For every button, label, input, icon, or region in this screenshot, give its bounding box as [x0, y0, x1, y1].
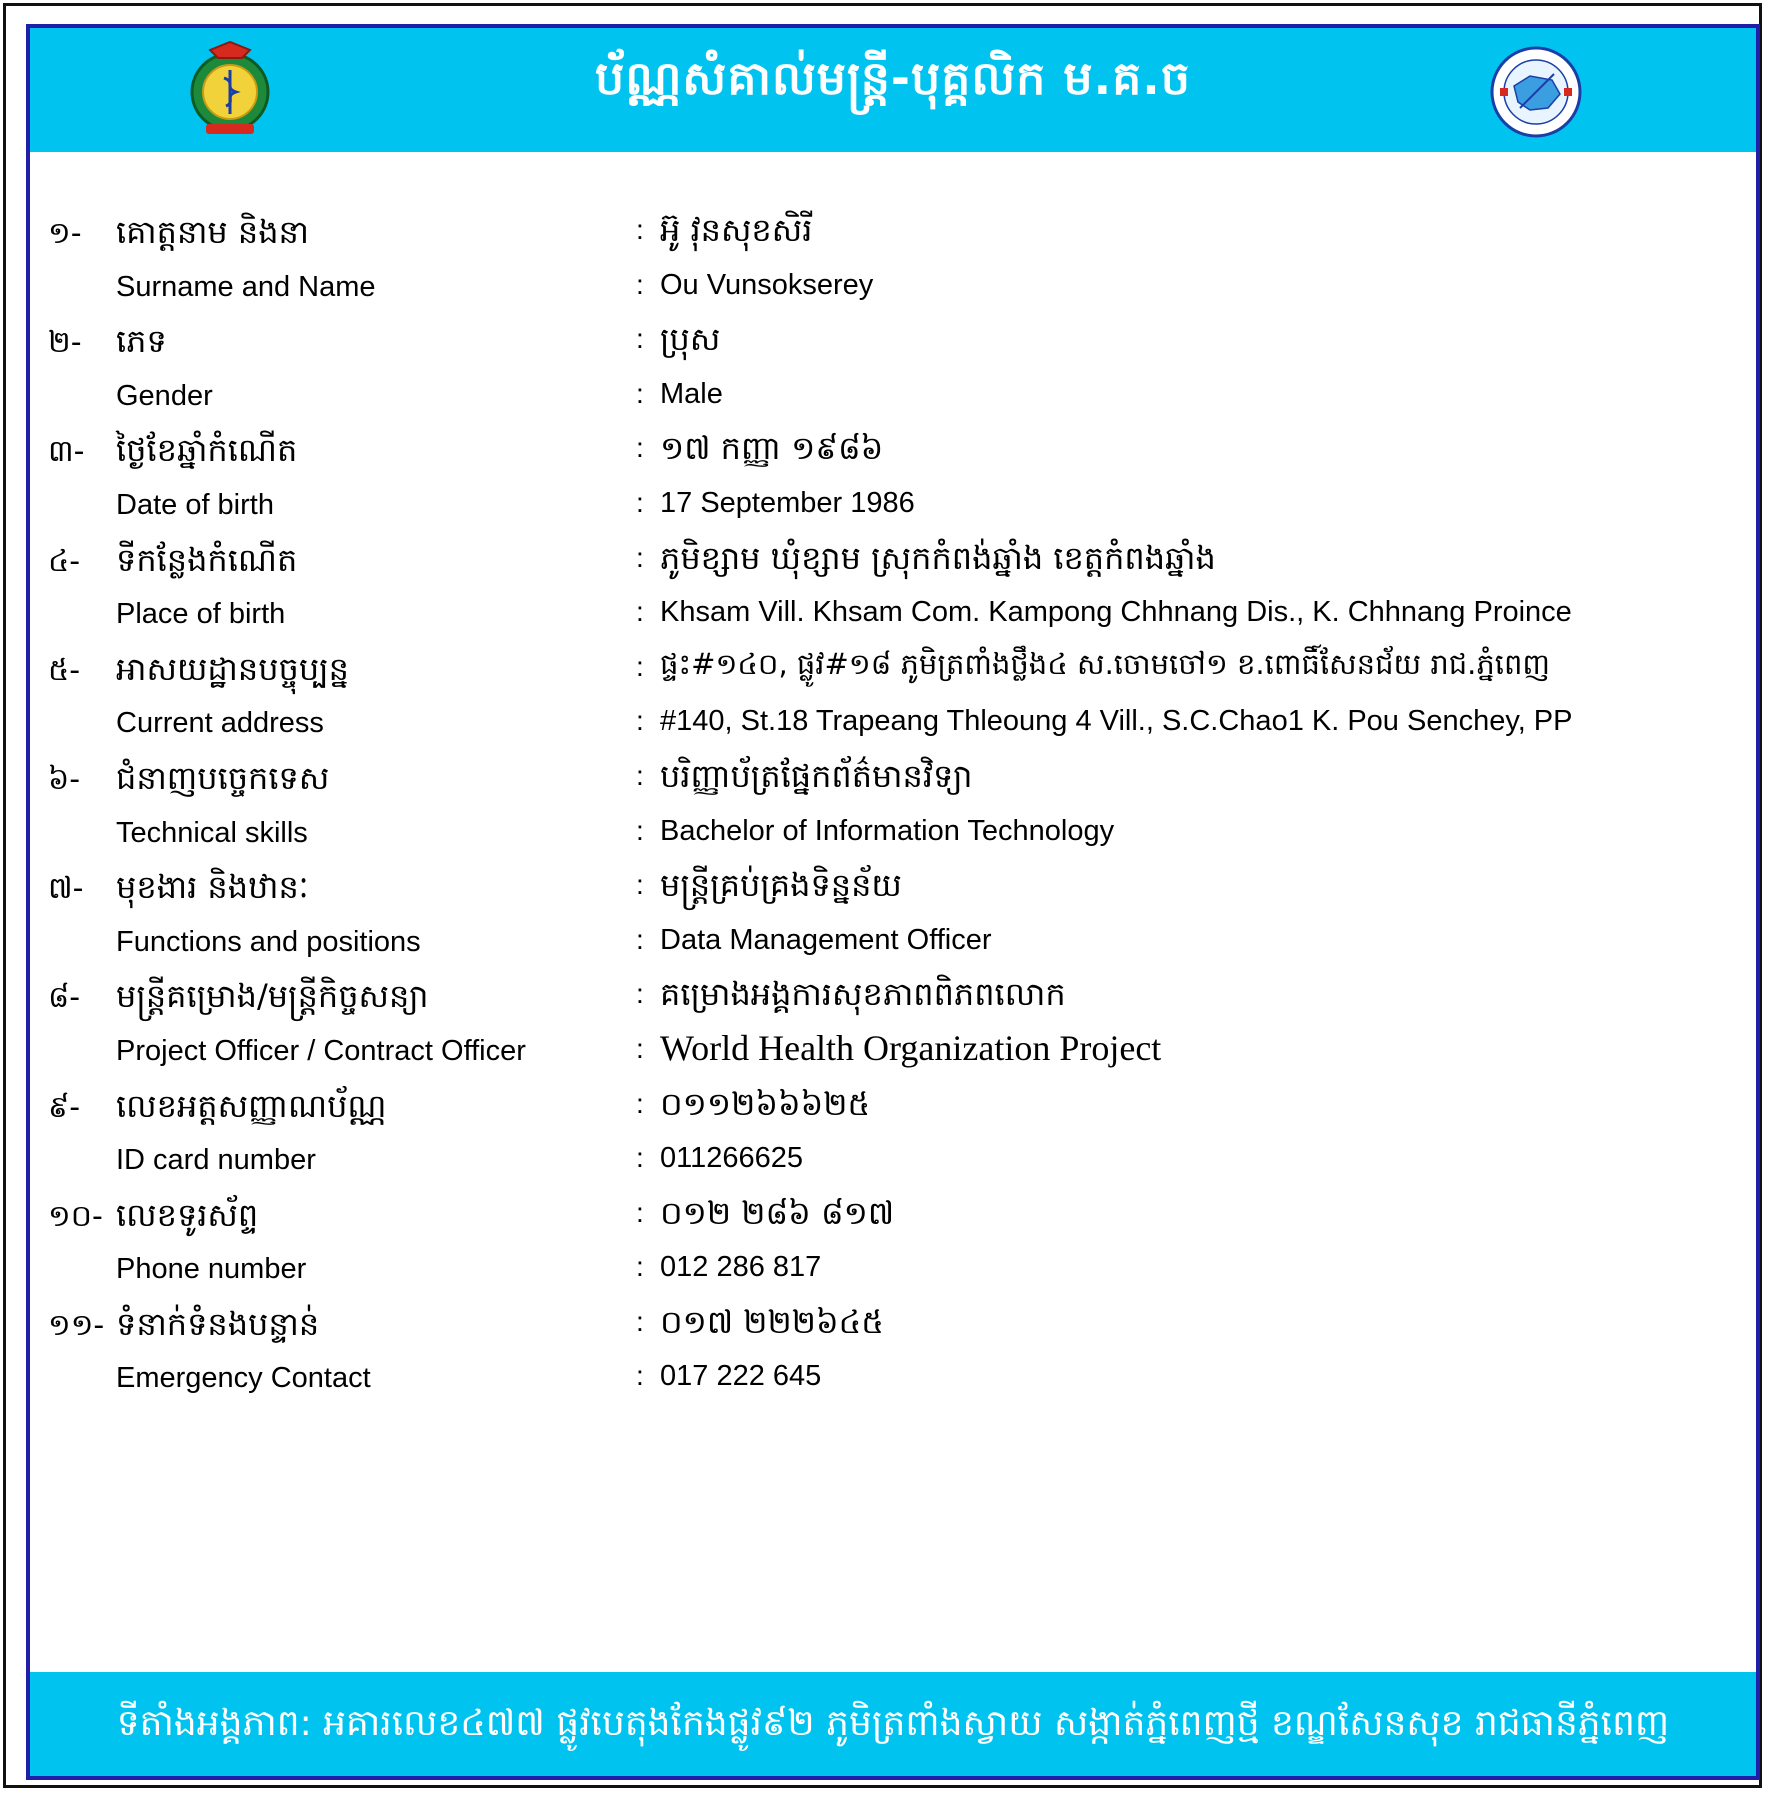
field-value-kh: ០១១២៦៦៦២៥ — [660, 1084, 871, 1123]
colon: : — [636, 541, 644, 573]
colon: : — [636, 705, 644, 737]
office-address: ទីតាំងអង្គភាព: អគារលេខ៤៧៧ ផ្លូវបេតុងកែងផ្លូវ៩២ ភូមិត្រពាំងស្វាយ សង្កាត់ភ្នំពេញថ្មី ខណ្ឌសែនសុខ រាជធានីភ្នំពេញ — [116, 1703, 1670, 1744]
row-en — [30, 697, 1756, 752]
field-label-kh: គោត្តនាម និងនា — [116, 213, 309, 251]
row-kh — [30, 315, 1756, 370]
card-footer — [30, 1672, 1756, 1776]
info-rows — [30, 206, 1756, 1407]
colon: : — [636, 1032, 644, 1064]
row-number: ៤- — [48, 543, 81, 579]
colon: : — [636, 1196, 644, 1228]
field-value-en: 012 286 817 — [660, 1251, 822, 1284]
row-number: ៩- — [48, 1089, 81, 1125]
row-kh — [30, 424, 1756, 479]
field-value-kh: ០១២ ២៨៦ ៨១៧ — [660, 1193, 895, 1232]
row-en — [30, 370, 1756, 425]
field-label-en: Current address — [116, 707, 324, 740]
row-en — [30, 1025, 1756, 1080]
field-label-kh: ទំនាក់ទំនងបន្ទាន់ — [116, 1304, 320, 1343]
row-kh — [30, 1080, 1756, 1135]
colon: : — [636, 1142, 644, 1174]
field-value-en: Ou Vunsokserey — [660, 268, 874, 301]
field-value-kh: គម្រោងអង្គការសុខភាពពិភពលោក — [660, 975, 1066, 1014]
colon: : — [636, 432, 644, 464]
field-value-en: Male — [660, 377, 723, 410]
row-number: ១០- — [48, 1198, 103, 1234]
colon: : — [636, 268, 644, 300]
row-number: ៨- — [48, 980, 81, 1016]
card-title: ប័ណ្ណសំគាល់មន្ត្រី-បុគ្គលិក ម.គ.ច — [595, 51, 1191, 105]
colon: : — [636, 214, 644, 245]
field-value-kh: ១៧ កញ្ញា ១៩៨៦ — [660, 429, 884, 468]
field-value-kh: អ៊ូ វុនសុខសិរី — [660, 211, 813, 249]
field-value-en: 011266625 — [660, 1142, 804, 1175]
field-value-kh: ផ្ទះ#១៤០, ផ្លូវ#១៨ ភូមិត្រពាំងថ្លឹង៤ ស.ចោមចៅ១ ខ.ពោធិ៍សែនជ័យ រាជ.ភ្នំពេញ — [660, 646, 1550, 681]
field-label-kh: ទីកន្លែងកំណើត — [116, 540, 298, 579]
row-en — [30, 261, 1756, 316]
field-label-en: ID card number — [116, 1144, 316, 1177]
row-en — [30, 1352, 1756, 1407]
field-label-en: Date of birth — [116, 488, 274, 521]
colon: : — [636, 1251, 644, 1283]
cnm-center-emblem-icon — [1490, 46, 1582, 138]
field-value-kh: ភូមិខ្សាម ឃុំខ្សាម ស្រុកកំពង់ឆ្នាំង ខេត្តកំពងឆ្នាំង — [660, 538, 1216, 577]
row-kh — [30, 534, 1756, 589]
field-value-en: Khsam Vill. Khsam Com. Kampong Chhnang Dis., K. Chhnang Proince — [660, 596, 1572, 629]
colon: : — [636, 596, 644, 628]
row-en — [30, 588, 1756, 643]
row-en — [30, 916, 1756, 971]
field-label-en: Gender — [116, 379, 213, 412]
row-number: ៥- — [48, 652, 81, 688]
colon: : — [636, 1360, 644, 1392]
field-label-kh: អាសយដ្ឋានបច្ចុប្បន្ន — [116, 649, 349, 688]
row-number: ១- — [48, 216, 82, 251]
field-value-en: World Health Organization Project — [660, 1027, 1162, 1068]
field-label-en: Technical skills — [116, 816, 308, 849]
field-value-en: #140, St.18 Trapeang Thleoung 4 Vill., S.C.Chao1 K. Pou Senchey, PP — [660, 705, 1573, 738]
colon: : — [636, 650, 644, 682]
field-label-en: Project Officer / Contract Officer — [116, 1034, 526, 1067]
row-kh — [30, 861, 1756, 916]
field-label-kh: ភេទ — [116, 322, 167, 361]
row-en — [30, 1134, 1756, 1189]
row-en — [30, 807, 1756, 862]
colon: : — [636, 814, 644, 846]
field-value-en: 17 September 1986 — [660, 486, 915, 519]
outer-frame — [3, 3, 1762, 1788]
field-value-en: Data Management Officer — [660, 923, 992, 956]
row-kh — [30, 1189, 1756, 1244]
field-value-en: Bachelor of Information Technology — [660, 814, 1115, 847]
row-number: ២- — [48, 325, 82, 361]
row-kh — [30, 643, 1756, 698]
row-en — [30, 479, 1756, 534]
colon: : — [636, 978, 644, 1010]
row-number: ១១- — [48, 1307, 105, 1343]
colon: : — [636, 1305, 644, 1337]
field-label-kh: មុខងារ និងឋានៈ — [116, 868, 309, 907]
row-en — [30, 1243, 1756, 1298]
field-label-kh: មន្ត្រីគម្រោង/មន្ត្រីកិច្ចសន្យា — [116, 977, 429, 1016]
field-label-kh: លេខអត្តសញ្ញាណប័ណ្ណ — [116, 1086, 387, 1125]
field-label-kh: ជំនាញបច្ចេកទេស — [116, 758, 330, 797]
colon: : — [636, 869, 644, 901]
row-kh — [30, 752, 1756, 807]
row-number: ៧- — [48, 871, 84, 907]
row-number: ៣- — [48, 434, 85, 470]
field-value-en: 017 222 645 — [660, 1360, 822, 1393]
field-value-kh: មន្ត្រីគ្រប់គ្រងទិន្នន័យ — [660, 866, 902, 905]
colon: : — [636, 377, 644, 409]
row-kh — [30, 970, 1756, 1025]
field-label-en: Phone number — [116, 1253, 307, 1286]
colon: : — [636, 486, 644, 518]
field-label-kh: លេខទូរស័ព្ទ — [116, 1195, 259, 1234]
colon: : — [636, 323, 644, 355]
card-header — [30, 28, 1756, 152]
field-value-kh: ០១៧ ២២២៦៤៥ — [660, 1302, 884, 1341]
field-label-kh: ថ្ងៃខែឆ្នាំកំណើត — [116, 431, 298, 470]
field-label-en: Surname and Name — [116, 270, 376, 303]
card-frame — [26, 24, 1760, 1780]
field-label-en: Place of birth — [116, 598, 286, 631]
row-number: ៦- — [48, 761, 81, 797]
colon: : — [636, 923, 644, 955]
row-kh — [30, 1298, 1756, 1353]
field-value-kh: ប្រុស — [660, 320, 721, 359]
field-label-en: Functions and positions — [116, 925, 421, 958]
field-label-en: Emergency Contact — [116, 1362, 371, 1395]
colon: : — [636, 759, 644, 791]
colon: : — [636, 1087, 644, 1119]
field-value-kh: បរិញ្ញាប័ត្រផ្នែកព័ត៌មានវិទ្យា — [660, 756, 973, 795]
row-kh — [30, 206, 1756, 261]
